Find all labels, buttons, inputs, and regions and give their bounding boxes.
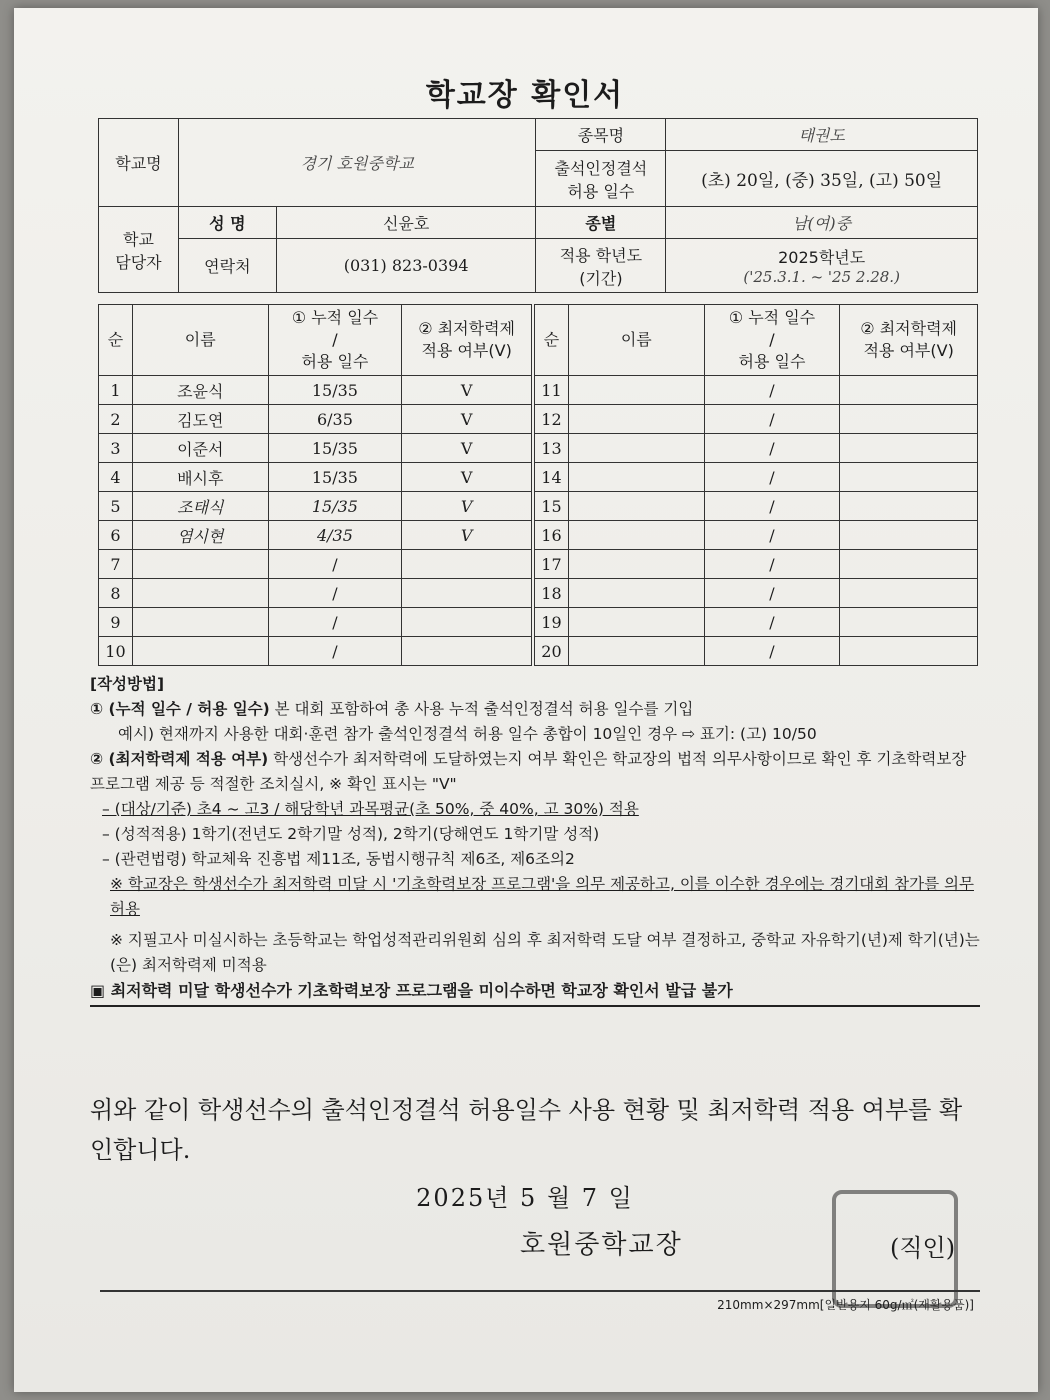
contact-label-line1: 학교	[122, 229, 154, 249]
year-label	[536, 239, 666, 293]
table-row	[99, 637, 532, 666]
header-min-line1: ② 최저학력제	[418, 319, 515, 338]
table-row	[99, 463, 532, 492]
table-row	[99, 434, 532, 463]
period-value: ('25.3.1. ~ '25 2.28.)	[743, 268, 900, 286]
header-no: 순	[535, 305, 569, 376]
row-check	[840, 521, 978, 550]
info-table	[98, 118, 978, 293]
contact-label-line2: 담당자	[115, 252, 162, 272]
row-name	[568, 434, 704, 463]
row-check: V	[402, 405, 532, 434]
row-no: 11	[535, 376, 569, 405]
row-check	[840, 376, 978, 405]
roster-table-right	[534, 304, 978, 666]
row-no: 3	[99, 434, 133, 463]
roster-table-left	[98, 304, 532, 666]
table-row	[99, 405, 532, 434]
header-min-line2: 적용 여부(V)	[863, 341, 954, 360]
item1-bold: ① (누적 일수 / 허용 일수)	[90, 700, 270, 718]
name-value: 신윤호	[276, 207, 536, 239]
row-name: 김도연	[132, 405, 268, 434]
row-no: 16	[535, 521, 569, 550]
row-no: 8	[99, 579, 133, 608]
row-check	[840, 492, 978, 521]
row-name: 조태식	[132, 492, 268, 521]
row-name	[568, 608, 704, 637]
document-title: 학교장 확인서	[425, 78, 625, 113]
row-name	[568, 376, 704, 405]
header-name: 이름	[132, 305, 268, 376]
header-min	[402, 305, 532, 376]
row-check	[402, 579, 532, 608]
method-heading: [작성방법]	[90, 675, 165, 693]
year-label-line2: (기간)	[579, 268, 623, 288]
footer-divider	[100, 1290, 980, 1292]
row-days: 6/35	[268, 405, 402, 434]
year-value-cell	[666, 239, 978, 293]
row-days: /	[704, 405, 840, 434]
confirm-text: 위와 같이 학생선수의 출석인정결석 허용일수 사용 현황 및 최저학력 적용 여부를 확인합니다.	[90, 1096, 963, 1164]
row-days: 15/35	[268, 492, 402, 521]
row-check	[402, 550, 532, 579]
table-row	[535, 434, 978, 463]
method-item1	[90, 697, 980, 722]
row-check	[402, 637, 532, 666]
row-check: V	[402, 376, 532, 405]
row-check: V	[402, 434, 532, 463]
row-days: /	[704, 434, 840, 463]
row-check	[840, 405, 978, 434]
row-no: 18	[535, 579, 569, 608]
table-row	[535, 579, 978, 608]
row-days: /	[268, 579, 402, 608]
header-no: 순	[99, 305, 133, 376]
sport-label: 종목명	[536, 119, 666, 151]
row-check	[840, 463, 978, 492]
table-row	[99, 492, 532, 521]
row-no: 2	[99, 405, 133, 434]
header-days-line2: /	[769, 330, 775, 349]
table-row	[535, 637, 978, 666]
item1-text: 본 대회 포함하여 총 사용 누적 출석인정결석 허용 일수를 기입	[269, 700, 694, 718]
row-name: 염시현	[132, 521, 268, 550]
row-no: 17	[535, 550, 569, 579]
row-name: 이준서	[132, 434, 268, 463]
row-name	[568, 492, 704, 521]
header-days	[268, 305, 402, 376]
paper-spec: 210mm×297mm[일반용지 60g/㎡(재활용품)]	[717, 1298, 974, 1312]
table-row	[99, 579, 532, 608]
row-no: 10	[99, 637, 133, 666]
table-row	[535, 521, 978, 550]
method-note1: ※ 학교장은 학생선수가 최저학력 미달 시 '기초학력보장 프로그램'을 의무 제공하고, 이를 이수한 경우에는 경기대회 참가를 의무 허용	[110, 875, 974, 918]
row-name	[568, 550, 704, 579]
allow-label	[536, 151, 666, 207]
method-note2: ※ 지필고사 미실시하는 초등학교는 학업성적관리위원회 심의 후 최저학력 도달 여부 결정하고, 중학교 자유학기(년)제 학기(년)는(은) 최저학력제 미적용	[110, 931, 980, 974]
allow-label-line2: 허용 일수	[567, 181, 635, 201]
row-days: /	[704, 579, 840, 608]
phone-value: (031) 823-0394	[276, 239, 536, 293]
row-check: V	[402, 521, 532, 550]
row-name: 배시후	[132, 463, 268, 492]
table-row	[535, 376, 978, 405]
table-row	[535, 463, 978, 492]
row-days: /	[704, 637, 840, 666]
row-check	[840, 434, 978, 463]
row-check	[402, 608, 532, 637]
row-days: /	[268, 608, 402, 637]
table-row	[535, 550, 978, 579]
row-check	[840, 550, 978, 579]
row-check: V	[402, 463, 532, 492]
principal-name: 호원중학교장	[520, 1230, 683, 1260]
row-days: 15/35	[268, 434, 402, 463]
method-target: – (대상/기준) 초4 ~ 고3 / 해당학년 과목평균(초 50%, 중 40%, 고 30%) 적용	[102, 800, 639, 818]
row-no: 15	[535, 492, 569, 521]
row-days: /	[704, 608, 840, 637]
row-no: 6	[99, 521, 133, 550]
method-grades: – (성적적용) 1학기(전년도 2학기말 성적), 2학기(당해연도 1학기말 성적)	[102, 825, 600, 843]
year-value: 2025학년도	[778, 248, 866, 267]
sport-value: 태권도	[666, 119, 978, 151]
row-check	[840, 579, 978, 608]
gender-value: 남(여)중	[666, 207, 978, 239]
row-name	[568, 637, 704, 666]
allow-value: (초) 20일, (중) 35일, (고) 50일	[666, 151, 978, 207]
row-no: 12	[535, 405, 569, 434]
row-no: 20	[535, 637, 569, 666]
header-name: 이름	[568, 305, 704, 376]
row-days: 15/35	[268, 463, 402, 492]
header-days-line2: /	[332, 330, 338, 349]
header-days-line3: 허용 일수	[738, 352, 806, 371]
table-row	[99, 550, 532, 579]
seal-text: (직인)	[890, 1234, 956, 1262]
row-no: 13	[535, 434, 569, 463]
row-days: 4/35	[268, 521, 402, 550]
row-name: 조윤식	[132, 376, 268, 405]
row-no: 14	[535, 463, 569, 492]
row-no: 1	[99, 376, 133, 405]
row-days: /	[268, 550, 402, 579]
row-days: /	[704, 521, 840, 550]
name-label: 성 명	[178, 207, 276, 239]
table-row	[99, 376, 532, 405]
row-days: /	[704, 376, 840, 405]
header-min	[840, 305, 978, 376]
row-check	[840, 637, 978, 666]
header-min-line1: ② 최저학력제	[860, 319, 957, 338]
row-days: /	[268, 637, 402, 666]
method-item1-example: 예시) 현재까지 사용한 대회·훈련 참가 출석인정결석 허용 일수 총합이 10일인 경우 ⇨ 표기: (고) 10/50	[118, 725, 817, 743]
row-name	[568, 579, 704, 608]
header-days-line1: ① 누적 일수	[728, 308, 816, 327]
table-row	[535, 492, 978, 521]
row-days: 15/35	[268, 376, 402, 405]
method-item2	[90, 747, 980, 797]
row-name	[568, 405, 704, 434]
year-label-line1: 적용 학년도	[559, 245, 643, 265]
item2-text: 학생선수가 최저학력에 도달하였는지 여부 확인은 학교장의 법적 의무사항이므로 확인 후 기초학력보장 프로그램 제공 등 적절한 조치실시, ※ 확인 표시는 "V"	[90, 750, 967, 793]
row-no: 7	[99, 550, 133, 579]
row-name	[132, 608, 268, 637]
row-no: 4	[99, 463, 133, 492]
row-name	[132, 579, 268, 608]
method-law: – (관련법령) 학교체육 진흥법 제11조, 동법시행규칙 제6조, 제6조의2	[102, 850, 575, 868]
header-days-line1: ① 누적 일수	[291, 308, 379, 327]
row-no: 5	[99, 492, 133, 521]
row-check	[840, 608, 978, 637]
row-days: /	[704, 550, 840, 579]
phone-label: 연락처	[178, 239, 276, 293]
item2-bold: ② (최저학력제 적용 여부)	[90, 750, 269, 768]
row-no: 9	[99, 608, 133, 637]
row-name	[568, 463, 704, 492]
row-check: V	[402, 492, 532, 521]
gender-label: 종별	[536, 207, 666, 239]
table-row	[99, 608, 532, 637]
table-row	[535, 405, 978, 434]
contact-label	[99, 207, 179, 293]
row-no: 19	[535, 608, 569, 637]
header-min-line2: 적용 여부(V)	[421, 341, 512, 360]
row-days: /	[704, 463, 840, 492]
row-name	[132, 550, 268, 579]
school-value: 경기 호원중학교	[178, 119, 536, 207]
allow-label-line1: 출석인정결석	[554, 158, 648, 178]
header-days	[704, 305, 840, 376]
method-warning: ▣ 최저학력 미달 학생선수가 기초학력보장 프로그램을 미이수하면 학교장 확인서 발급 불가	[90, 978, 980, 1007]
school-label: 학교명	[99, 119, 179, 207]
row-name	[568, 521, 704, 550]
row-days: /	[704, 492, 840, 521]
method-section	[90, 672, 980, 1007]
table-row	[99, 521, 532, 550]
table-row	[535, 608, 978, 637]
issue-date: 2025년 5 월 7 일	[416, 1184, 634, 1212]
header-days-line3: 허용 일수	[301, 352, 369, 371]
row-name	[132, 637, 268, 666]
